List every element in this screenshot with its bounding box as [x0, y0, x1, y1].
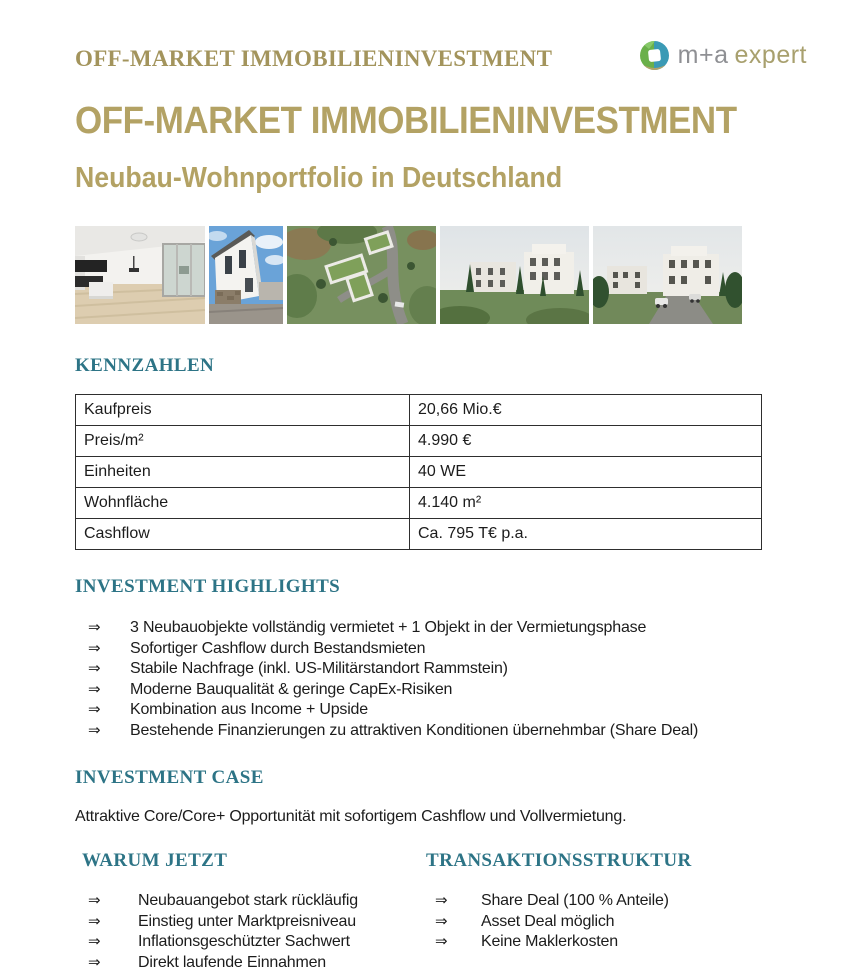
warum-jetzt-list	[75, 891, 426, 973]
list-item-text: Einstieg unter Marktpreisniveau	[138, 912, 356, 933]
company-logo	[639, 40, 807, 71]
arrow-bullet-icon: ⇒	[88, 953, 138, 973]
arrow-bullet-icon: ⇒	[88, 700, 130, 721]
property-photo-aerial	[287, 226, 436, 324]
kpi-value-cashflow: Ca. 795 T€ p.a.	[410, 519, 762, 550]
investment-case-text: Attraktive Core/Core+ Opportunität mit sofortigem Cashflow und Vollvermietung.	[75, 808, 762, 826]
list-item	[426, 891, 762, 912]
interior-photo-image	[75, 226, 205, 324]
kpi-label-wohnflaeche: Wohnfläche	[76, 488, 410, 519]
table-row	[76, 457, 762, 488]
list-item	[75, 680, 762, 701]
kpi-value-kaufpreis: 20,66 Mio.€	[410, 395, 762, 426]
transaktionsstruktur-column	[426, 850, 762, 973]
list-item-text: Asset Deal möglich	[481, 912, 614, 933]
table-row	[76, 426, 762, 457]
list-item	[75, 639, 762, 660]
page-subtitle: Neubau-Wohnportfolio in Deutschland	[75, 162, 762, 195]
list-item-text: Keine Maklerkosten	[481, 932, 618, 953]
list-item-text: Inflationsgeschützter Sachwert	[138, 932, 350, 953]
property-photo-rendering-2	[593, 226, 742, 324]
arrow-bullet-icon: ⇒	[88, 659, 130, 680]
arrow-bullet-icon: ⇒	[435, 912, 481, 933]
kpi-value-preis-m2: 4.990 €	[410, 426, 762, 457]
investment-highlights-heading: INVESTMENT HIGHLIGHTS	[75, 576, 762, 598]
page-header	[75, 0, 762, 72]
warum-jetzt-heading: WARUM JETZT	[82, 850, 426, 872]
property-photo-house	[209, 226, 283, 324]
list-item	[75, 659, 762, 680]
rendering2-photo-image	[593, 226, 742, 324]
kpi-label-einheiten: Einheiten	[76, 457, 410, 488]
investment-case-heading: INVESTMENT CASE	[75, 767, 762, 789]
list-item-text: 3 Neubauobjekte vollständig vermietet + 1 Objekt in der Vermietungsphase	[130, 618, 646, 639]
property-photo-rendering-1	[440, 226, 589, 324]
table-row	[76, 488, 762, 519]
logo-expert-text: expert	[735, 41, 807, 69]
property-photo-interior	[75, 226, 205, 324]
kpi-value-wohnflaeche: 4.140 m²	[410, 488, 762, 519]
kpi-value-einheiten: 40 WE	[410, 457, 762, 488]
list-item	[75, 618, 762, 639]
kennzahlen-heading: KENNZAHLEN	[75, 355, 762, 377]
arrow-bullet-icon: ⇒	[88, 680, 130, 701]
table-row	[76, 519, 762, 550]
list-item	[426, 912, 762, 933]
list-item	[75, 700, 762, 721]
arrow-bullet-icon: ⇒	[435, 932, 481, 953]
kpi-label-cashflow: Cashflow	[76, 519, 410, 550]
list-item-text: Kombination aus Income + Upside	[130, 700, 368, 721]
list-item-text: Bestehende Finanzierungen zu attraktiven Konditionen übernehmbar (Share Deal)	[130, 721, 698, 742]
investment-highlights-list	[75, 618, 762, 741]
table-row	[76, 395, 762, 426]
arrow-bullet-icon: ⇒	[88, 639, 130, 660]
rendering1-photo-image	[440, 226, 589, 324]
transaktionsstruktur-heading: TRANSAKTIONSSTRUKTUR	[426, 850, 762, 872]
arrow-bullet-icon: ⇒	[88, 932, 138, 953]
arrow-bullet-icon: ⇒	[88, 721, 130, 742]
photo-strip	[75, 226, 762, 324]
list-item-text: Neubauangebot stark rückläufig	[138, 891, 358, 912]
house-photo-image	[209, 226, 283, 324]
aerial-photo-image	[287, 226, 436, 324]
warum-jetzt-column	[75, 850, 426, 973]
list-item-text: Stabile Nachfrage (inkl. US-Militärstandort Rammstein)	[130, 659, 508, 680]
list-item	[75, 932, 426, 953]
logo-globe-icon	[639, 40, 670, 71]
arrow-bullet-icon: ⇒	[435, 891, 481, 912]
kpi-label-kaufpreis: Kaufpreis	[76, 395, 410, 426]
logo-wordmark	[678, 41, 807, 70]
list-item-text: Direkt laufende Einnahmen	[138, 953, 326, 973]
list-item	[75, 953, 426, 973]
eyebrow-title: OFF-MARKET IMMOBILIENINVESTMENT	[75, 46, 552, 72]
kpi-label-preis-m2: Preis/m²	[76, 426, 410, 457]
arrow-bullet-icon: ⇒	[88, 891, 138, 912]
list-item-text: Sofortiger Cashflow durch Bestandsmieten	[130, 639, 425, 660]
transaktionsstruktur-list	[426, 891, 762, 953]
list-item	[75, 891, 426, 912]
list-item-text: Share Deal (100 % Anteile)	[481, 891, 669, 912]
arrow-bullet-icon: ⇒	[88, 912, 138, 933]
list-item	[75, 721, 762, 742]
list-item	[426, 932, 762, 953]
page-title: OFF-MARKET IMMOBILIENINVESTMENT	[75, 100, 762, 143]
kennzahlen-table	[75, 394, 762, 550]
logo-ma-text: m+a	[678, 41, 729, 69]
bottom-columns	[75, 850, 762, 973]
list-item	[75, 912, 426, 933]
list-item-text: Moderne Bauqualität & geringe CapEx-Risiken	[130, 680, 452, 701]
arrow-bullet-icon: ⇒	[88, 618, 130, 639]
